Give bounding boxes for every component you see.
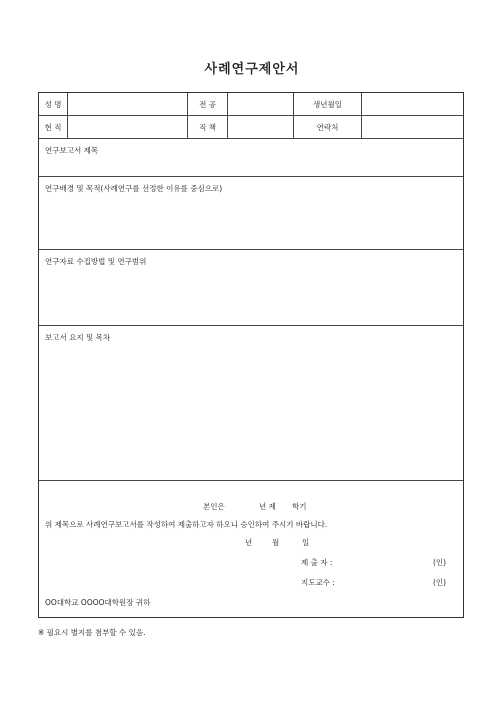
background-section[interactable] [39, 177, 463, 250]
date-month: 월 [272, 538, 280, 547]
report-title-section[interactable] [39, 139, 463, 177]
page-title: 사례연구제안서 [204, 62, 300, 77]
contact-label: 연락처 [294, 116, 362, 138]
decl-year-term: 년 제 [259, 502, 276, 511]
major-label: 전 공 [188, 93, 228, 115]
background-label: 연구배경 및 목적(사례연구를 선정한 이유를 중심으로) [45, 184, 223, 193]
advisor-seal[interactable]: (인) [433, 578, 447, 587]
submitter-seal[interactable]: (인) [433, 558, 447, 567]
date-year: 년 [245, 538, 253, 547]
recipient: OO대학교 OOOO대학원장 귀하 [45, 598, 151, 607]
proposal-form [38, 92, 464, 618]
submitter-label: 제 출 자 : [301, 558, 333, 567]
date-day: 일 [302, 538, 310, 547]
contact-field[interactable] [362, 116, 465, 138]
position-field[interactable] [68, 116, 188, 138]
birthdate-field[interactable] [362, 93, 465, 115]
summary-section[interactable] [39, 326, 463, 481]
position-label: 현 직 [39, 116, 68, 138]
name-label: 성 명 [39, 93, 68, 115]
footnote: ※ 필요시 별지를 첨부할 수 있음. [38, 628, 146, 637]
declaration-section [39, 481, 463, 617]
method-label: 연구자료 수집방법 및 연구범위 [45, 257, 147, 266]
job-title-field[interactable] [228, 116, 294, 138]
decl-semester: 학기 [292, 502, 307, 511]
decl-statement: 위 제목으로 사례연구보고서를 작성하여 제출하고자 하오니 승인하여 주시기 바랍니다. [45, 520, 328, 529]
info-row-1 [39, 93, 463, 116]
name-field[interactable] [68, 93, 188, 115]
report-title-label: 연구보고서 제목 [45, 146, 99, 155]
birthdate-label: 생년월일 [294, 93, 362, 115]
major-field[interactable] [228, 93, 294, 115]
method-section[interactable] [39, 250, 463, 326]
advisor-label: 지도교수 : [301, 578, 335, 587]
decl-self: 본인은 [203, 502, 225, 511]
job-title-label: 직 책 [188, 116, 228, 138]
info-row-2 [39, 116, 463, 139]
summary-label: 보고서 요지 및 목차 [45, 333, 111, 342]
